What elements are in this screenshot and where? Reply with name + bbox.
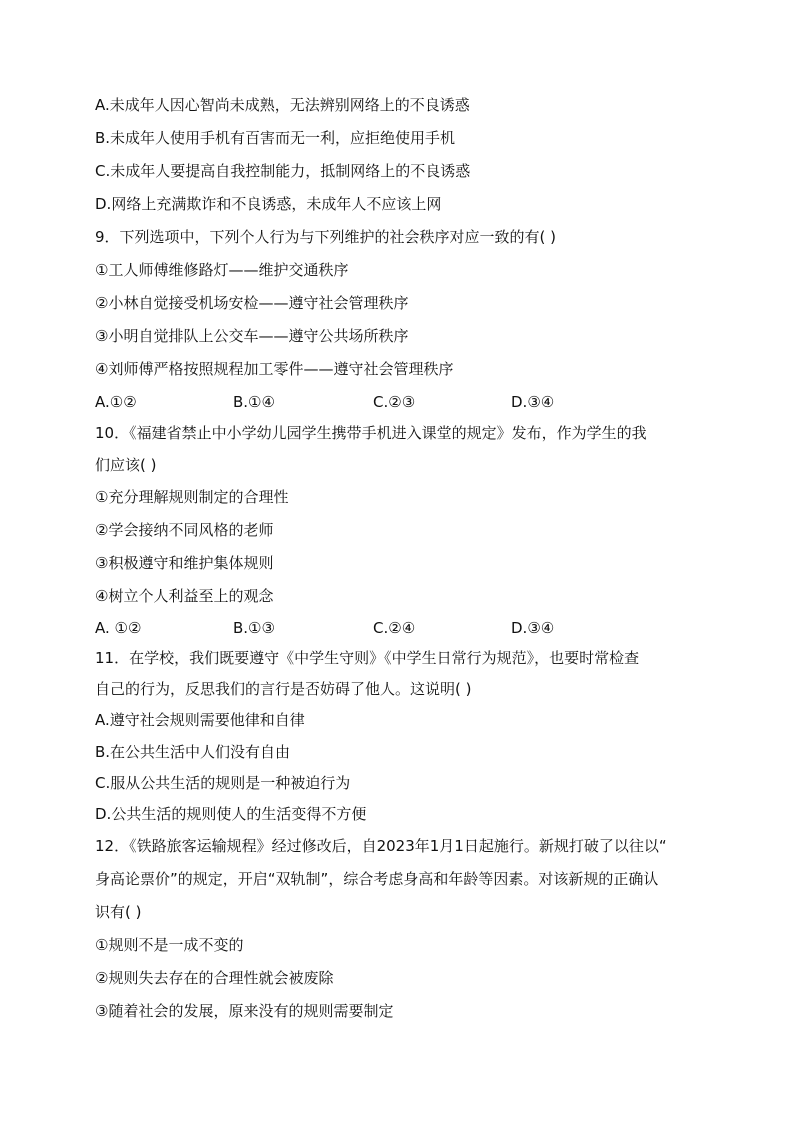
q11-option-a: A.遵守社会规则需要他律和自律 <box>95 711 305 729</box>
q10-item-3: ③积极遵守和维护集体规则 <box>95 554 274 572</box>
q9-choice-c: C.②③ <box>373 393 416 411</box>
q11-option-b: B.在公共生活中人们没有自由 <box>95 743 291 761</box>
q8-option-d: D.网络上充满欺诈和不良诱惑，未成年人不应该上网 <box>95 195 442 213</box>
q10-choice-d: D.③④ <box>511 619 555 637</box>
q11-stem-line-1: 11．在学校，我们既要遵守《中学生守则》《中学生日常行为规范》，也要时常检查 <box>95 649 640 667</box>
q9-choice-a: A.①② <box>95 393 137 411</box>
q12-stem-line-2: 身高论票价”的规定，开启“双轨制”，综合考虑身高和年龄等因素。对该新规的正确认 <box>95 870 659 888</box>
q12-stem-line-1: 12．《铁路旅客运输规程》经过修改后，自2023年1月1日起施行。新规打破了以往以“ <box>95 837 667 855</box>
q11-stem-line-2: 自己的行为，反思我们的言行是否妨碍了他人。这说明( ) <box>95 680 472 698</box>
q9-choice-b: B.①④ <box>233 393 275 411</box>
q9-item-3: ③小明自觉排队上公交车——遵守公共场所秩序 <box>95 327 409 345</box>
q10-choice-a: A. ①② <box>95 619 142 637</box>
q12-stem-line-3: 识有( ) <box>95 903 142 921</box>
q12-item-3: ③随着社会的发展，原来没有的规则需要制定 <box>95 1002 394 1020</box>
q10-stem-line-1: 10．《福建省禁止中小学幼儿园学生携带手机进入课堂的规定》发布，作为学生的我 <box>95 424 647 442</box>
q12-item-1: ①规则不是一成不变的 <box>95 936 244 954</box>
q11-option-d: D.公共生活的规则使人的生活变得不方便 <box>95 805 367 823</box>
q8-option-b: B.未成年人使用手机有百害而无一利，应拒绝使用手机 <box>95 129 456 147</box>
q10-choice-c: C.②④ <box>373 619 416 637</box>
q11-option-c: C.服从公共生活的规则是一种被迫行为 <box>95 774 351 792</box>
q8-option-c: C.未成年人要提高自我控制能力，抵制网络上的不良诱惑 <box>95 162 471 180</box>
q8-option-a: A.未成年人因心智尚未成熟，无法辨别网络上的不良诱惑 <box>95 96 470 114</box>
q10-item-1: ①充分理解规则制定的合理性 <box>95 488 289 506</box>
q10-item-2: ②学会接纳不同风格的老师 <box>95 521 274 539</box>
q9-choice-d: D.③④ <box>511 393 555 411</box>
q10-item-4: ④树立个人利益至上的观念 <box>95 587 274 605</box>
q9-item-1: ①工人师傅维修路灯——维护交通秩序 <box>95 261 349 279</box>
q9-item-2: ②小林自觉接受机场安检——遵守社会管理秩序 <box>95 294 409 312</box>
q9-stem: 9．下列选项中，下列个人行为与下列维护的社会秩序对应一致的有( ) <box>95 228 557 246</box>
q12-item-2: ②规则失去存在的合理性就会被废除 <box>95 969 334 987</box>
q10-stem-line-2: 们应该( ) <box>95 456 157 474</box>
q9-item-4: ④刘师傅严格按照规程加工零件——遵守社会管理秩序 <box>95 360 454 378</box>
q10-choice-b: B.①③ <box>233 619 275 637</box>
